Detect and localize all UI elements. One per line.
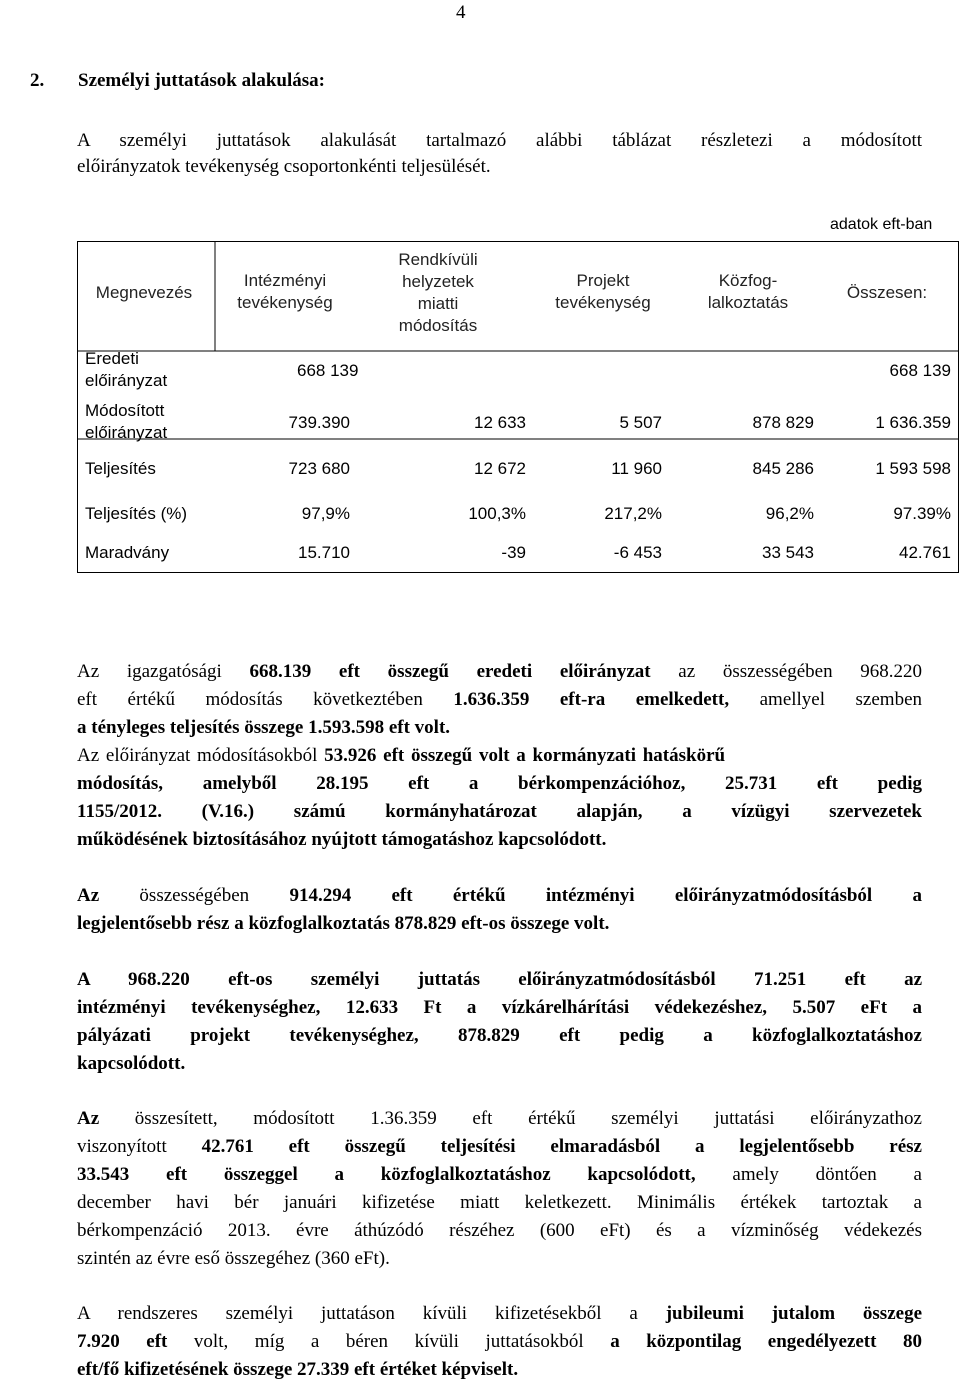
table-cell: -39: [501, 543, 526, 562]
text-line: szintén az évre eső összegéhez (360 eFt).: [77, 1248, 390, 1269]
paragraph-2: [77, 882, 922, 938]
section-number: 2.: [30, 70, 45, 91]
header-projekt: Projekt tevékenység: [555, 271, 651, 312]
table-cell: 845 286: [752, 459, 814, 478]
section-title-text: Személyi juttatások alakulása:: [78, 70, 325, 91]
table-cell: 96,2%: [765, 504, 814, 523]
header-rendkivuli: Rendkívüli helyzetek miatti módosítás: [398, 250, 478, 335]
text-line: 33.543 eft összeggel a közfoglalkoztatáshoz kapcsolódott, amely döntően a: [77, 1164, 922, 1185]
text-line: Az igazgatósági 668.139 eft összegű eredeti előirányzat az összességében 968.220: [77, 661, 922, 682]
table-cell: 100,3%: [468, 504, 526, 523]
text-line: 7.920 eft volt, míg a béren kívüli juttatásokból a központilag engedélyezett 80: [77, 1331, 923, 1352]
paragraph-1: [77, 658, 922, 854]
header-osszesen: Összesen:: [846, 283, 928, 302]
page-number: 4: [456, 2, 466, 23]
table-cell: 97.39%: [893, 504, 951, 523]
intro-paragraph: [77, 128, 922, 180]
row-label-maradvany: Maradvány: [85, 543, 170, 562]
table-cell: 12 672: [474, 459, 526, 478]
table-cell: 97,9%: [301, 504, 350, 523]
text-line: A rendszeres személyi juttatáson kívüli kifizetésekből a jubileumi jutalom összege: [77, 1303, 923, 1324]
text-line: eft értékű módosítás következtében 1.636.359 eft-ra emelkedett, amellyel szemben: [77, 689, 922, 710]
header-kozfoglalkoztatas: Közfog- lalkoztatás: [707, 271, 789, 312]
table-cell: 217,2%: [604, 504, 662, 523]
table-cell: 668 139: [889, 361, 951, 380]
text-line: A 968.220 eft-os személyi juttatás előirányzatmódosításból 71.251 eft az: [77, 969, 922, 990]
text-line: intézményi tevékenységhez, 12.633 Ft a vízkárelhárítási védekezéshez, 5.507 eFt a: [77, 997, 922, 1018]
header-intezmenyi: Intézményi tevékenység: [237, 271, 333, 312]
text-line: viszonyított 42.761 eft összegű teljesítési elmaradásból a legjelentősebb rész: [77, 1136, 922, 1157]
text-line: a tényleges teljesítés összege 1.593.598 eft volt.: [77, 717, 451, 738]
text-line: Az előirányzat módosításokból 53.926 eft összegű volt a kormányzati hatáskörű: [77, 745, 726, 766]
budget-table: [77, 241, 959, 573]
text-line: legjelentősebb rész a közfoglalkoztatás 878.829 eft-os összege volt.: [77, 913, 610, 934]
text-line: 1155/2012. (V.16.) számú kormányhatározat alapján, a vízügyi szervezetek: [77, 801, 922, 822]
unit-note: adatok eft-ban: [830, 216, 933, 233]
text-line: kapcsolódott.: [77, 1053, 186, 1074]
text-line: működésének biztosításához nyújtott támogatáshoz kapcsolódott.: [77, 829, 607, 850]
table-cell: 878 829: [752, 413, 814, 432]
text-line: eft/fő kifizetésének összege 27.339 eft értéket képviselt.: [77, 1359, 519, 1380]
table-cell: 1 636.359: [875, 413, 951, 432]
text-line: módosítás, amelyből 28.195 eft a bérkompenzációhoz, 25.731 eft pedig: [77, 773, 922, 794]
table-cell: 12 633: [474, 413, 526, 432]
text-line: Az összesített, módosított 1.36.359 eft értékű személyi juttatási előirányzathoz: [77, 1108, 922, 1129]
table-cell: 5 507: [619, 413, 662, 432]
table-cell: -6 453: [613, 543, 662, 562]
header-megnevezes: Megnevezés: [95, 283, 193, 302]
paragraph-3: [77, 966, 922, 1078]
table-cell: 15.710: [298, 543, 350, 562]
text-line: pályázati projekt tevékenységhez, 878.829 eft pedig a közfoglalkoztatáshoz: [77, 1025, 922, 1046]
table-cell: 42.761: [899, 543, 951, 562]
intro-line: előirányzatok tevékenység csoportonkénti teljesülését.: [77, 156, 491, 177]
row-label-modositott: Módosított előirányzat: [85, 401, 168, 442]
table-cell: 739.390: [288, 413, 350, 432]
paragraph-5: [77, 1300, 922, 1384]
table-cell: 33 543: [762, 543, 814, 562]
row-label-eredeti: Eredeti előirányzat: [85, 349, 168, 390]
table-cell: 11 960: [611, 459, 662, 478]
text-line: december havi bér januári kifizetése miatt keletkezett. Minimális értékek tartoztak a: [77, 1192, 922, 1213]
row-label-teljesites: Teljesítés: [85, 459, 156, 478]
paragraph-4: [77, 1105, 922, 1273]
text-line: bérkompenzáció 2013. évre áthúzódó részéhez (600 eFt) és a vízminőség védekezés: [77, 1220, 922, 1241]
section-title: [30, 70, 325, 92]
table-cell: 668 139: [297, 361, 359, 380]
intro-line: A személyi juttatások alakulását tartalmazó alábbi táblázat részletezi a módosított: [77, 130, 922, 151]
table-cell: 723 680: [288, 459, 350, 478]
table-cell: 1 593 598: [875, 459, 951, 478]
row-label-teljesites-pct: Teljesítés (%): [85, 504, 188, 523]
text-line: Az összességében 914.294 eft értékű intézményi előirányzatmódosításból a: [77, 885, 922, 906]
